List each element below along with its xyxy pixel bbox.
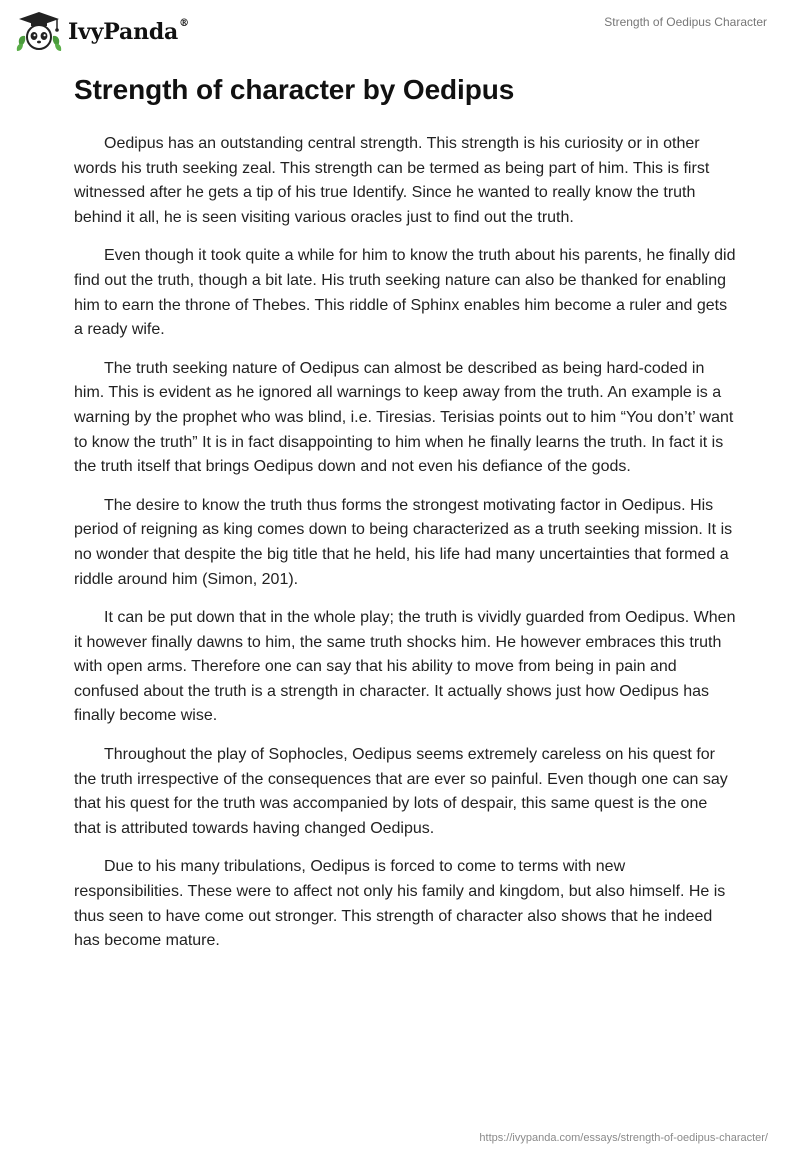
paragraph: It can be put down that in the whole play; the truth is vividly guarded from Oedipus. When it however finally dawns to him, the same truth shocks him. He however embraces this truth with open arms. Therefore one can say that his ability to move from being in pain and confused about the truth is a strength in character. It actually shows just how Oedipus has finally become wise. (74, 609, 736, 725)
paragraph: Throughout the play of Sophocles, Oedipus seems extremely careless on his quest for the truth irrespective of the consequences that are ever so painful. Even though one can say that his quest for the truth was accompanied by lots of despair, this same quest is the one that is attributed towards having changed Oedipus. (74, 746, 728, 837)
article-body (74, 132, 738, 968)
paragraph: The truth seeking nature of Oedipus can almost be described as being hard-coded in him. This is evident as he ignored all warnings to keep away from the truth. An example is a warning by the prophet who was blind, i.e. Tiresias. Terisias points out to him “You don’t’ want to know the truth” It is in fact disappointing to him when he finally learns the truth. In fact it is the truth itself that brings Oedipus down and not even his defiance of the gods. (74, 359, 734, 476)
registered-mark: ® (179, 18, 189, 29)
running-title: Strength of Oedipus Character (604, 15, 767, 29)
paragraph: Even though it took quite a while for him to know the truth about his parents, he finally did find out the truth, though a bit late. His truth seeking nature can also be thanked for enabling him to earn the throne of Thebes. This riddle of Sphinx enables him become a ruler and gets a ready wife. (74, 247, 736, 339)
brand-name (68, 18, 189, 45)
panda-graduation-cap-icon (14, 10, 64, 52)
source-url[interactable]: https://ivypanda.com/essays/strength-of-oedipus-character/ (479, 1132, 768, 1144)
page-title: Strength of character by Oedipus (74, 74, 515, 105)
paragraph: Due to his many tribulations, Oedipus is forced to come to terms with new responsibilities. These were to affect not only his family and kingdom, but also himself. He is thus seen to have come out stronger. This strength of character also shows that he indeed has become mature. (74, 858, 726, 950)
paragraph: The desire to know the truth thus forms the strongest motivating factor in Oedipus. His period of reigning as king comes down to being characterized as a truth seeking mission. It is no wonder that despite the big title that he held, his life had many uncertainties that formed a riddle around him (Simon, 201). (74, 496, 733, 588)
ivypanda-logo[interactable] (14, 10, 189, 52)
brand-name-text: IvyPanda (68, 19, 179, 45)
paragraph: Oedipus has an outstanding central strength. This strength is his curiosity or in other words his truth seeking zeal. This strength can be termed as being part of him. This is first witnessed after he gets a tip of his true Identify. Since he wanted to really know the truth behind it all, he is seen visiting various oracles just to find out the truth. (74, 135, 710, 226)
page-header (0, 0, 800, 60)
